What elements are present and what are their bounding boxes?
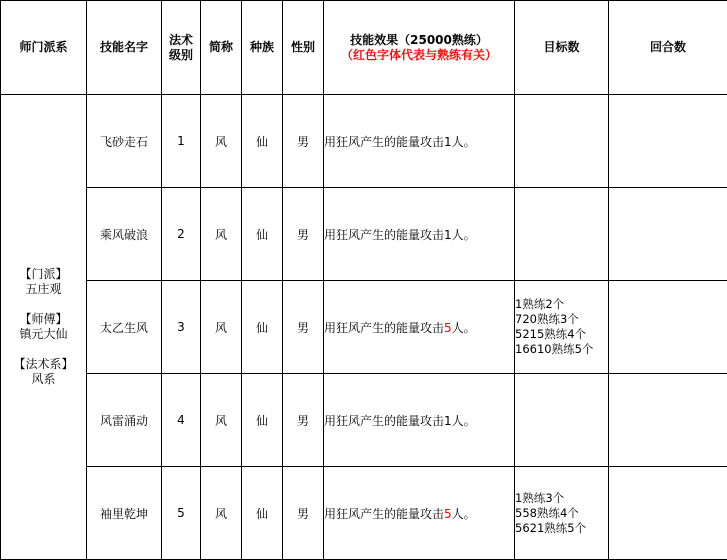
table-row [1,281,727,374]
header-effect-title: 技能效果（25000熟练） [324,33,514,48]
type-label: 【法术系】 [1,357,86,372]
rounds-cell [609,188,727,281]
gender-cell: 男 [283,281,324,374]
effect-text: 用狂风产生的能量攻击 [324,507,444,521]
level-cell: 1 [162,95,201,188]
rounds-cell [609,95,727,188]
short-name-cell: 风 [201,281,242,374]
race-cell: 仙 [242,95,283,188]
header-rounds: 回合数 [609,1,727,95]
level-cell: 3 [162,281,201,374]
targets-cell [515,374,609,467]
effect-cell [324,467,515,560]
effect-suffix: 人。 [452,321,476,335]
short-name-cell: 风 [201,374,242,467]
effect-text: 用狂风产生的能量攻击 [324,321,444,335]
effect-suffix: 人。 [452,135,476,149]
school-cell [1,95,87,560]
effect-cell [324,374,515,467]
gender-cell: 男 [283,374,324,467]
header-effect [324,1,515,95]
effect-cell [324,188,515,281]
targets-cell [515,467,609,560]
effect-text: 用狂风产生的能量攻击 [324,135,444,149]
rounds-cell [609,374,727,467]
table-row [1,188,727,281]
header-targets: 目标数 [515,1,609,95]
gender-cell: 男 [283,467,324,560]
header-level-line1: 法术 [162,33,200,48]
sect-label: 【门派】 [1,267,86,282]
effect-suffix: 人。 [452,414,476,428]
skill-name-cell: 飞砂走石 [87,95,162,188]
rounds-cell [609,467,727,560]
target-line: 5621熟练5个 [515,521,608,536]
targets-cell [515,95,609,188]
target-line: 1熟练2个 [515,297,608,312]
effect-number: 1 [444,414,452,428]
effect-number: 5 [444,507,452,521]
header-gender: 性别 [283,1,324,95]
target-line: 558熟练4个 [515,506,608,521]
table-row [1,467,727,560]
sect-name: 五庄观 [1,282,86,297]
race-cell: 仙 [242,467,283,560]
effect-cell [324,281,515,374]
header-effect-note: （红色字体代表与熟练有关） [324,48,514,63]
race-cell: 仙 [242,188,283,281]
header-row [1,1,727,95]
race-cell: 仙 [242,374,283,467]
header-race: 种族 [242,1,283,95]
master-name: 镇元大仙 [1,327,86,342]
gender-cell: 男 [283,188,324,281]
target-line: 16610熟练5个 [515,342,608,357]
target-line: 1熟练3个 [515,491,608,506]
targets-cell [515,188,609,281]
level-cell: 4 [162,374,201,467]
header-level [162,1,201,95]
target-line: 720熟练3个 [515,312,608,327]
skill-name-cell: 袖里乾坤 [87,467,162,560]
level-cell: 2 [162,188,201,281]
header-skill-name: 技能名字 [87,1,162,95]
short-name-cell: 风 [201,95,242,188]
target-line: 5215熟练4个 [515,327,608,342]
effect-text: 用狂风产生的能量攻击 [324,228,444,242]
rounds-cell [609,281,727,374]
skill-name-cell: 太乙生风 [87,281,162,374]
gender-cell: 男 [283,95,324,188]
race-cell: 仙 [242,281,283,374]
effect-suffix: 人。 [452,507,476,521]
effect-cell [324,95,515,188]
effect-suffix: 人。 [452,228,476,242]
effect-text: 用狂风产生的能量攻击 [324,414,444,428]
type-name: 风系 [1,372,86,387]
short-name-cell: 风 [201,188,242,281]
level-cell: 5 [162,467,201,560]
header-short-name: 简称 [201,1,242,95]
targets-cell [515,281,609,374]
effect-number: 1 [444,228,452,242]
skill-name-cell: 乘风破浪 [87,188,162,281]
effect-number: 1 [444,135,452,149]
skill-name-cell: 风雷涌动 [87,374,162,467]
header-school: 师门派系 [1,1,87,95]
table-row [1,95,727,188]
short-name-cell: 风 [201,467,242,560]
effect-number: 5 [444,321,452,335]
table-row [1,374,727,467]
master-label: 【师傅】 [1,312,86,327]
header-level-line2: 级别 [162,48,200,63]
